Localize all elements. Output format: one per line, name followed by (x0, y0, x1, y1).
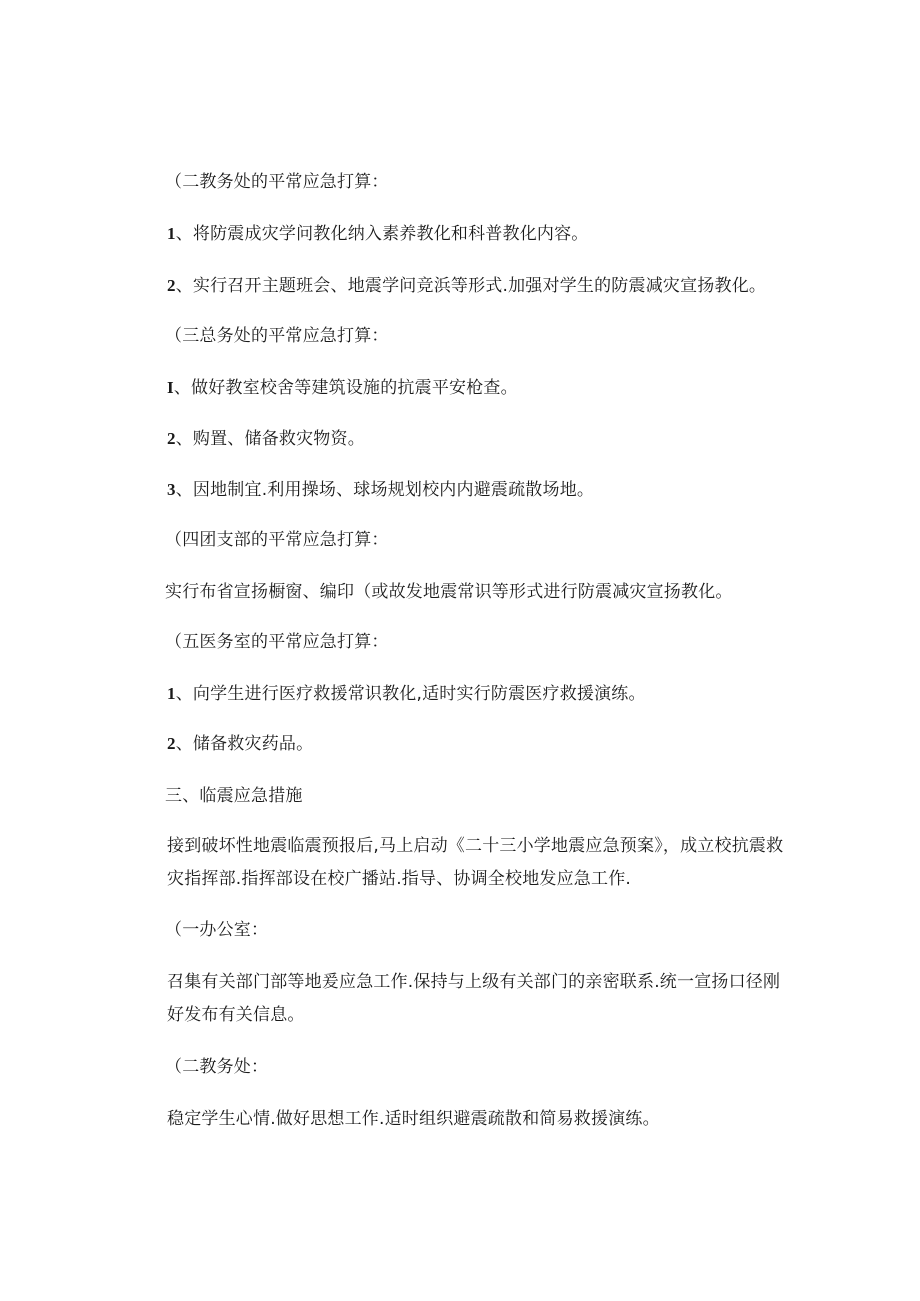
section-heading (165, 632, 389, 652)
section-heading (165, 920, 268, 940)
item-number: 2 (167, 276, 176, 295)
section-heading (165, 786, 303, 806)
item-number: 1 (167, 684, 176, 703)
line-text: 接到破坏性地震临震预报后,马上启动《二十三小学地震应急预案》，成立校抗震救 (167, 836, 784, 856)
line-text: 好发布有关信息。 (167, 1005, 305, 1025)
line-text: （四团支部的平常应急打算： (165, 530, 389, 550)
line-text: （五医务室的平常应急打算： (165, 632, 389, 652)
line-text: 、购置、储备救灾物资。 (175, 429, 365, 449)
line-text: 灾指挥部.指挥部设在校广播站.指导、协调全校地发应急工作. (167, 869, 632, 889)
item-number: I (167, 378, 174, 397)
line-text: 稳定学生心情.做好思想工作.适时组织避震疏散和简易救援演练。 (167, 1109, 660, 1129)
line-text: （二教务处： (165, 1057, 269, 1077)
line-text: （三总务处的平常应急打算： (165, 326, 389, 346)
paragraph-line (167, 972, 780, 992)
line-text: 、做好教室校舍等建筑设施的抗震平安枪查。 (173, 378, 518, 398)
line-text: 、向学生进行医疗救援常识教化,适时实行防震医疗救援演练。 (175, 684, 646, 704)
paragraph-line (167, 1005, 305, 1025)
item-number: 1 (167, 224, 176, 243)
list-item (167, 378, 518, 398)
paragraph-line (167, 1109, 660, 1129)
line-text: 召集有关部门部等地爰应急工作.保持与上级有关部门的亲密联系.统一宣扬口径刚 (167, 972, 781, 992)
section-heading (165, 530, 389, 550)
list-item (167, 684, 646, 704)
line-text: 三、临震应急措施 (165, 786, 303, 806)
section-heading (165, 326, 389, 346)
paragraph-line (167, 869, 631, 889)
line-text: 、实行召开主题班会、地震学问竞浜等形式.加强对学生的防震减灾宣扬教化。 (175, 276, 767, 296)
line-text: 、储备救灾药品。 (175, 734, 314, 754)
line-text: （二教务处的平常应急打算： (165, 172, 389, 192)
section-heading (165, 1057, 268, 1077)
item-number: 2 (167, 734, 176, 753)
line-text: 、将防震成灾学问教化纳入素养教化和科普教化内容。 (175, 224, 589, 244)
list-item (167, 276, 766, 296)
item-number: 2 (167, 429, 176, 448)
list-item (167, 429, 365, 449)
list-item (167, 224, 589, 244)
line-text: （一办公室： (165, 920, 269, 940)
line-text: 实行布省宣扬橱窗、编印（或故发地震常识等形式进行防震减灾宣扬教化。 (165, 582, 733, 602)
item-number: 3 (167, 480, 176, 499)
section-heading (165, 172, 389, 192)
line-text: 、因地制宜.利用操场、球场规划校内内避震疏散场地。 (175, 480, 595, 500)
paragraph (165, 582, 733, 602)
paragraph-line (167, 836, 783, 856)
list-item (167, 734, 313, 754)
list-item (167, 480, 594, 500)
